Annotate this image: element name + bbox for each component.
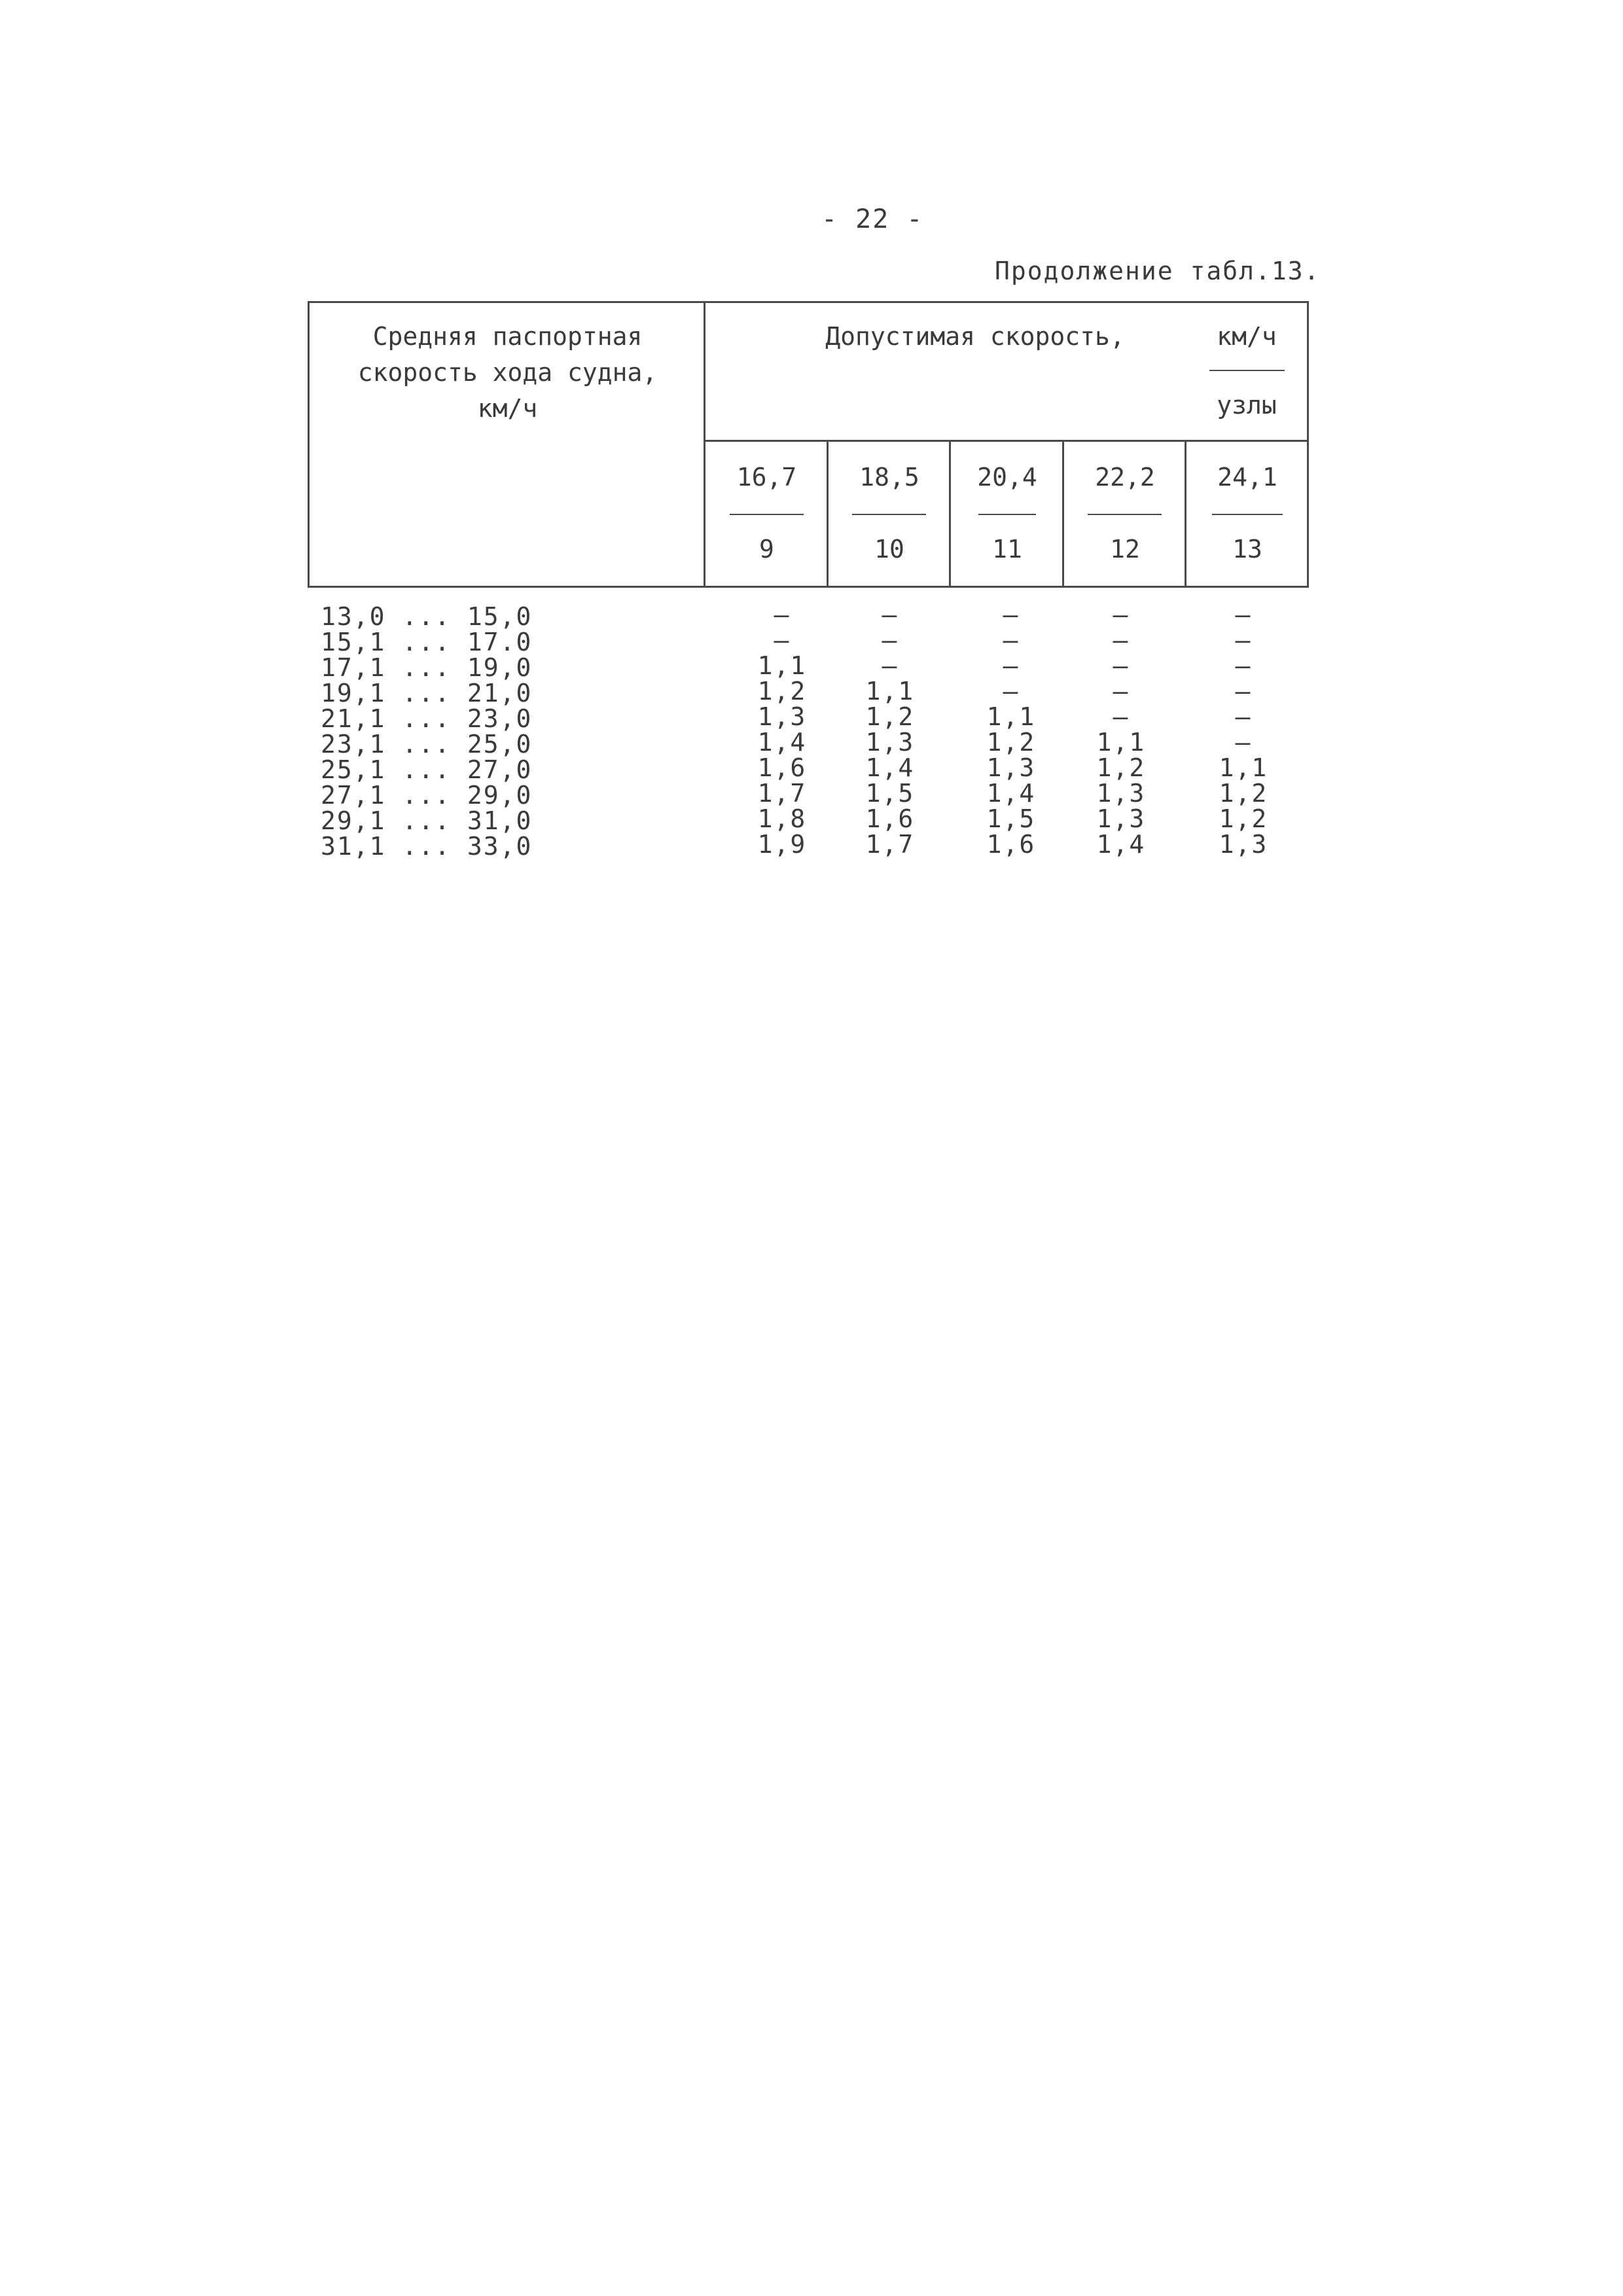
row-value: – — [1113, 600, 1130, 629]
row-value: 1,1 — [757, 651, 807, 680]
row-value: – — [882, 600, 899, 629]
header-right-title: Допустимая скорость, — [825, 322, 1125, 351]
frame-top-line — [308, 301, 1309, 303]
col-divider-4 — [1185, 440, 1186, 588]
row-value: – — [1113, 626, 1130, 655]
row-value: 1,2 — [1096, 753, 1146, 782]
row-value: – — [1235, 651, 1252, 680]
row-value: – — [1113, 677, 1130, 706]
page-number: - 22 - — [821, 204, 924, 234]
row-value: 1,1 — [1096, 728, 1146, 757]
column-fraction-line — [1212, 514, 1283, 515]
row-value: – — [1235, 600, 1252, 629]
frame-left-line — [308, 301, 310, 588]
column-kmh: 16,7 — [736, 463, 797, 492]
row-value: 1,5 — [865, 779, 915, 808]
row-range: 25,1 ... 27,0 — [321, 755, 533, 784]
row-value: 1,6 — [865, 804, 915, 833]
unit-fraction-line — [1209, 370, 1285, 371]
row-value: 1,4 — [1096, 830, 1146, 859]
row-value: 1,3 — [1096, 804, 1146, 833]
row-value: 1,2 — [865, 702, 915, 731]
row-value: 1,1 — [865, 677, 915, 706]
frame-bottom-line — [308, 586, 1309, 588]
row-value: 1,2 — [986, 728, 1036, 757]
row-range: 13,0 ... 15,0 — [321, 602, 533, 631]
row-value: 1,8 — [757, 804, 807, 833]
row-value: 1,3 — [986, 753, 1036, 782]
row-value: 1,2 — [1219, 804, 1268, 833]
row-value: – — [1113, 702, 1130, 731]
col-divider-1 — [827, 440, 829, 588]
row-value: 1,6 — [986, 830, 1036, 859]
column-kmh: 24,1 — [1217, 463, 1277, 492]
row-value: – — [1235, 702, 1252, 731]
row-value: – — [1235, 677, 1252, 706]
row-value: – — [1003, 626, 1020, 655]
header-unit-bottom: узлы — [1217, 391, 1277, 420]
header-left-line-1: Средняя паспортная — [372, 322, 643, 351]
row-value: – — [882, 626, 899, 655]
header-left-line-3: км/ч — [477, 394, 538, 423]
row-value: – — [1003, 651, 1020, 680]
column-knots: 13 — [1232, 535, 1262, 564]
row-value: – — [1235, 626, 1252, 655]
row-value: 1,7 — [865, 830, 915, 859]
header-unit-top: км/ч — [1217, 322, 1277, 351]
row-value: 1,3 — [1219, 830, 1268, 859]
column-fraction-line — [730, 514, 804, 515]
col-divider-3 — [1062, 440, 1064, 588]
row-value: 1,4 — [757, 728, 807, 757]
row-value: 1,5 — [986, 804, 1036, 833]
row-range: 17,1 ... 19,0 — [321, 653, 533, 682]
row-value: 1,6 — [757, 753, 807, 782]
row-value: 1,3 — [1096, 779, 1146, 808]
row-range: 15,1 ... 17.0 — [321, 628, 533, 656]
row-value: 1,4 — [865, 753, 915, 782]
column-knots: 11 — [992, 535, 1022, 564]
row-value: – — [774, 600, 791, 629]
row-value: – — [1003, 677, 1020, 706]
column-kmh: 20,4 — [977, 463, 1037, 492]
row-value: 1,1 — [1219, 753, 1268, 782]
row-value: 1,4 — [986, 779, 1036, 808]
row-value: 1,3 — [865, 728, 915, 757]
column-knots: 9 — [759, 535, 774, 564]
row-value: – — [1113, 651, 1130, 680]
row-range: 21,1 ... 23,0 — [321, 704, 533, 733]
row-value: 1,1 — [986, 702, 1036, 731]
column-fraction-line — [978, 514, 1036, 515]
column-kmh: 18,5 — [859, 463, 919, 492]
frame-right-line — [1307, 301, 1309, 588]
row-range: 27,1 ... 29,0 — [321, 781, 533, 810]
row-value: – — [774, 626, 791, 655]
row-value: 1,7 — [757, 779, 807, 808]
frame-divider-line — [704, 301, 705, 588]
row-value: – — [1003, 600, 1020, 629]
column-fraction-line — [1088, 514, 1162, 515]
row-range: 23,1 ... 25,0 — [321, 730, 533, 759]
frame-mid-line — [704, 440, 1309, 442]
column-fraction-line — [852, 514, 926, 515]
row-value: – — [1235, 728, 1252, 757]
col-divider-2 — [949, 440, 951, 588]
column-knots: 12 — [1110, 535, 1140, 564]
column-knots: 10 — [874, 535, 904, 564]
row-value: 1,3 — [757, 702, 807, 731]
row-value: – — [882, 651, 899, 680]
row-value: 1,2 — [757, 677, 807, 706]
row-range: 19,1 ... 21,0 — [321, 679, 533, 708]
row-range: 29,1 ... 31,0 — [321, 806, 533, 835]
header-left-line-2: скорость хода судна, — [357, 358, 658, 387]
row-value: 1,9 — [757, 830, 807, 859]
row-value: 1,2 — [1219, 779, 1268, 808]
column-kmh: 22,2 — [1095, 463, 1155, 492]
row-range: 31,1 ... 33,0 — [321, 832, 533, 861]
table-caption: Продолжение табл.13. — [995, 257, 1321, 285]
